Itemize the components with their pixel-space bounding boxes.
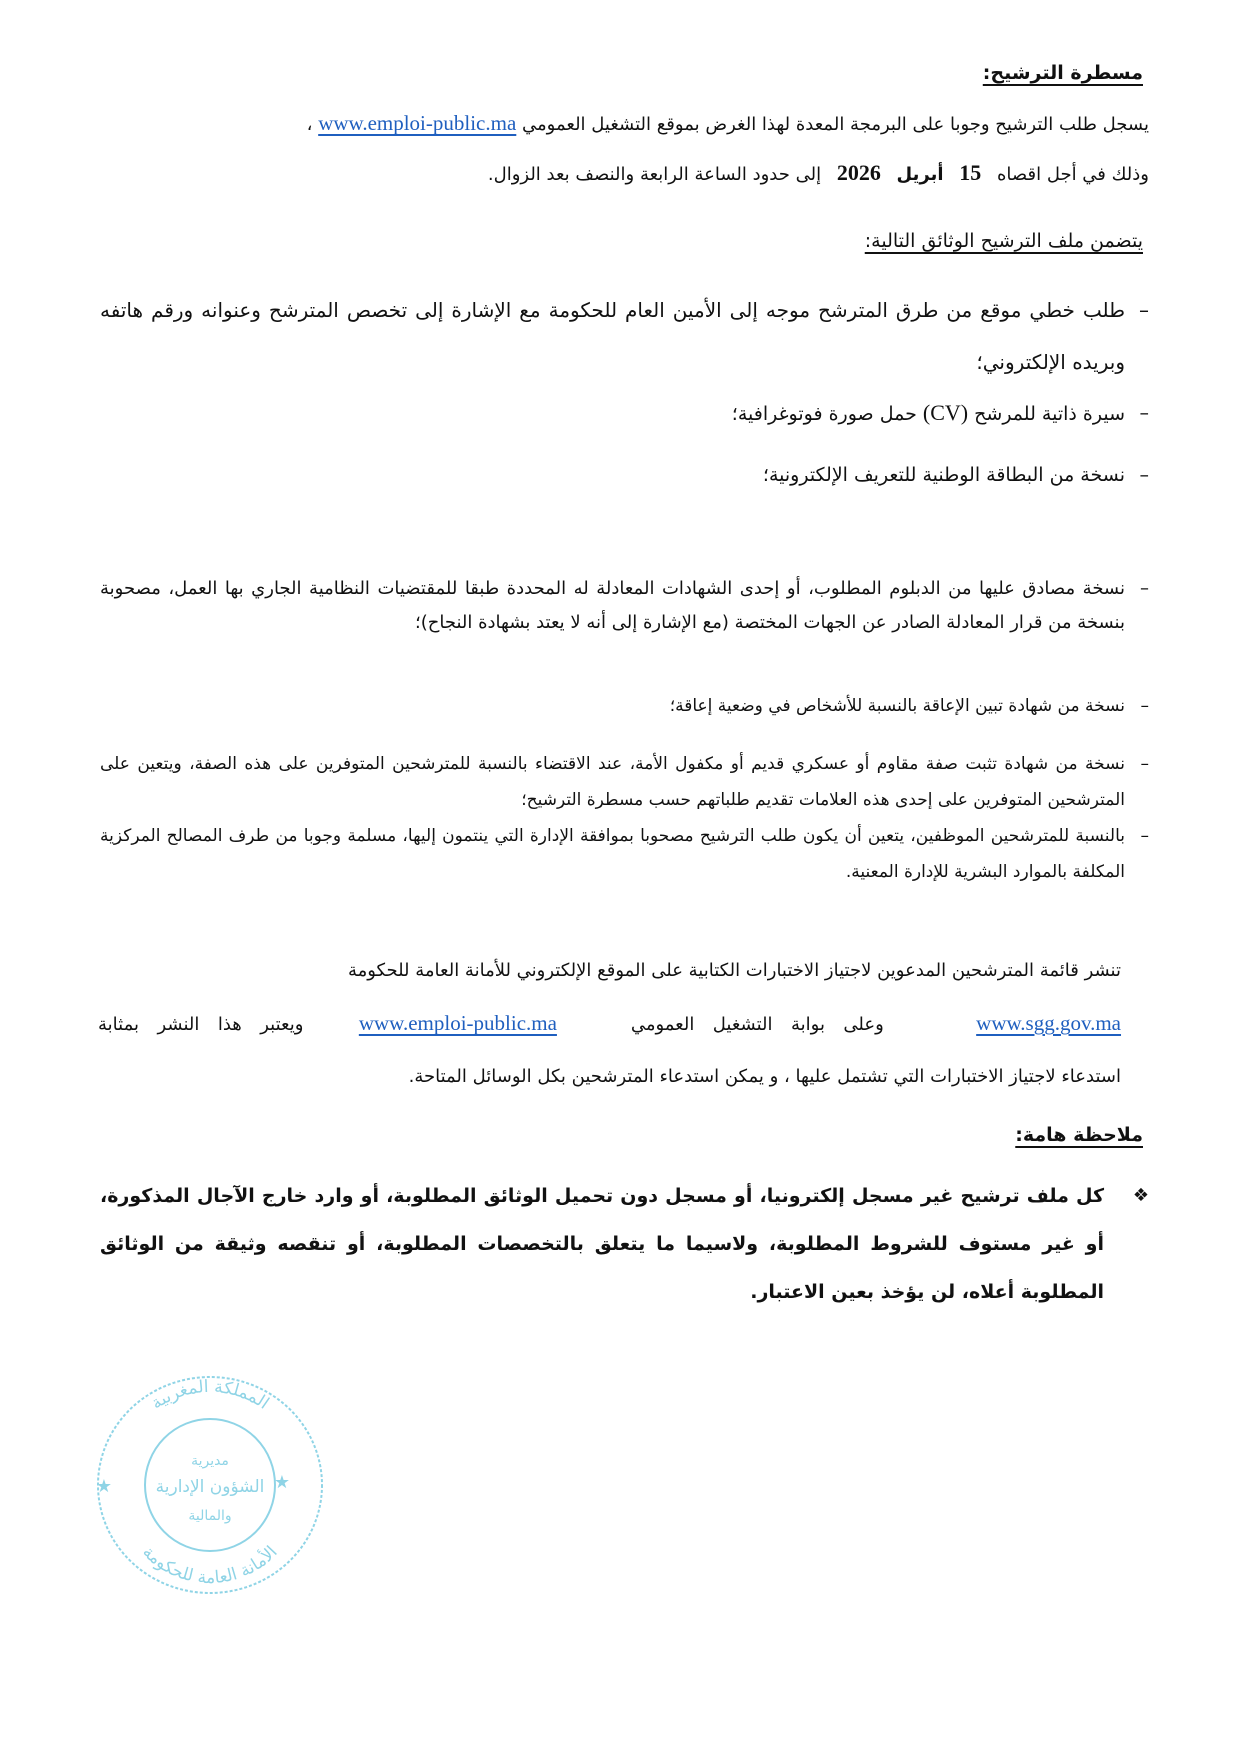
cv-code: (CV): [922, 400, 969, 425]
procedure-text: يسجل طلب الترشيح وجوبا على البرمجة المعدة لهذا الغرض بموقع التشغيل العمومي: [522, 114, 1149, 135]
sgg-link[interactable]: www.sgg.gov.ma: [976, 1011, 1122, 1035]
dash-bullet: –: [1140, 826, 1149, 846]
diamond-bullet-icon: ❖: [1132, 1185, 1149, 1206]
stamp-star-left-icon: ★: [95, 1476, 112, 1497]
note-item: [100, 1172, 1149, 1316]
stamp-star-right-icon: ★: [273, 1472, 290, 1493]
note-heading: ملاحظة هامة:: [1015, 1124, 1143, 1146]
document-item: [100, 818, 1149, 890]
dash-bullet: –: [1139, 298, 1149, 322]
document-item: [100, 746, 1149, 818]
document-item: [100, 455, 1149, 495]
procedure-paragraph: [98, 99, 1149, 199]
publication-line-3: استدعاء لاجتياز الاختبارات التي تشتمل عليها ، و يمكن استدعاء المترشحين بكل الوسائل المتاحة.: [408, 1066, 1121, 1087]
dash-bullet: –: [1140, 754, 1149, 774]
deadline-prefix: وذلك في أجل اقصاه: [996, 164, 1149, 185]
procedure-heading: مسطرة الترشيح:: [982, 62, 1143, 84]
document-item-text: بالنسبة للمترشحين الموظفين، يتعين أن يكون طلب الترشيح مصحوبا بموافقة الإدارة التي ينتمون إليها، مسلمة وجوبا من طرف المصالح المركزية المكلفة بالموارد البشرية للإدارة المعنية.: [100, 826, 1125, 882]
cv-text-after: حمل صورة فوتوغرافية؛: [731, 403, 917, 425]
official-stamp: [90, 1370, 330, 1600]
publication-line-2: [98, 997, 1121, 1051]
deadline-month: أبريل: [896, 164, 944, 185]
document-item-text: نسخة من شهادة تبين الإعاقة بالنسبة للأشخاص في وضعية إعاقة؛: [669, 696, 1125, 716]
stamp-line-3: والمالية: [188, 1508, 232, 1524]
dash-bullet: –: [1140, 578, 1149, 599]
comma: ،: [306, 114, 313, 135]
deadline-year: 2026: [836, 160, 881, 185]
emploi-public-link-2[interactable]: www.emploi-public.ma: [358, 1011, 557, 1035]
publication-mid-text: وعلى بوابة التشغيل العمومي: [630, 1014, 884, 1035]
publication-paragraph: [98, 945, 1121, 1103]
note-text: كل ملف ترشيح غير مسجل إلكترونيا، أو مسجل دون تحميل الوثائق المطلوبة، أو وارد خارج الآجال المذكورة، أو غير مستوف للشروط المطلوبة، ولاسيما ما يتعلق بالتخصصات المطلوبة، أو تنقصه وثيقة من الوثائق المطلوبة أعلاه، لن يؤخذ بعين الاعتبار.: [100, 1185, 1104, 1303]
document-item-text: طلب خطي موقع من طرق المترشح موجه إلى الأمين العام للحكومة مع الإشارة إلى تخصص المترشح وعنوانه ورقم هاتفه وبريده الإلكتروني؛: [100, 298, 1125, 374]
document-item: [100, 572, 1149, 640]
dash-bullet: –: [1139, 402, 1149, 424]
publication-after-links: ويعتبر هذا النشر بمثابة: [98, 1014, 304, 1035]
procedure-line-2: [98, 149, 1149, 199]
document-item-text: نسخة مصادق عليها من الدبلوم المطلوب، أو إحدى الشهادات المعادلة له المحددة طبقا للمقتضيات النظامية الجاري بها العمل، مصحوبة بنسخة من قرار المعادلة الصادر عن الجهات المختصة (مع الإشارة إلى أنه لا يعتد بشهادة النجاح)؛: [100, 578, 1125, 633]
stamp-line-1: مديرية: [191, 1453, 229, 1469]
document-item: [100, 284, 1149, 388]
stamp-outer-text: المملكة المغربية: [147, 1376, 273, 1414]
stamp-line-2: الشؤون الإدارية: [155, 1477, 265, 1497]
emploi-public-link[interactable]: www.emploi-public.ma: [318, 111, 517, 135]
stamp-outer-text-bottom: الأمانة العامة للحكومة: [138, 1542, 282, 1589]
document-item: [100, 393, 1149, 434]
procedure-line-1: [98, 99, 1149, 149]
document-item: [100, 690, 1149, 722]
document-item-text: نسخة من البطاقة الوطنية للتعريف الإلكترونية؛: [762, 464, 1125, 486]
deadline-day: 15: [959, 160, 982, 185]
document-item-text: نسخة من شهادة تثبت صفة مقاوم أو عسكري قديم أو مكفول الأمة، عند الاقتضاء بالنسبة للمترشحين المتوفرين على هذه الصفة، ويتعين على المترشحين المتوفرين على إحدى هذه العلامات تقديم طلباتهم حسب مسطرة الترشيح؛: [100, 754, 1125, 810]
dash-bullet: –: [1139, 464, 1149, 486]
stamp-seal-icon: [90, 1370, 330, 1600]
document-item-text: [100, 393, 1125, 434]
cv-text-before: سيرة ذاتية للمرشح: [974, 403, 1125, 425]
documents-heading: يتضمن ملف الترشيح الوثائق التالية:: [864, 230, 1143, 252]
deadline-suffix: إلى حدود الساعة الرابعة والنصف بعد الزوال.: [487, 164, 822, 185]
dash-bullet: –: [1140, 696, 1149, 716]
publication-line-1: تنشر قائمة المترشحين المدعوين لاجتياز الاختبارات الكتابية على الموقع الإلكتروني للأمانة العامة للحكومة: [347, 960, 1121, 981]
